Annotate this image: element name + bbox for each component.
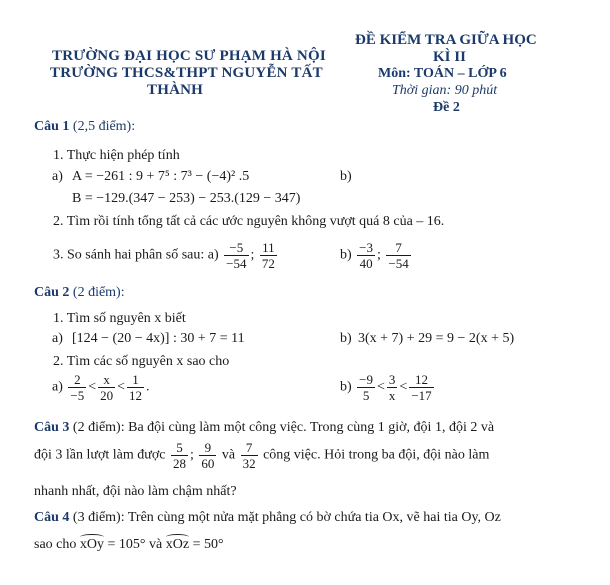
numerator: 7 [386, 240, 410, 256]
q2-b-label: b) [340, 331, 352, 346]
q1-a-expr: A = −261 : 9 + 7⁵ : 7³ − (−4)² .5 [72, 169, 250, 184]
q2-b-expr: 3(x + 7) + 29 = 9 − 2(x + 5) [358, 331, 515, 346]
fraction [199, 440, 216, 471]
q1-item3 [53, 240, 279, 271]
conjunction: và [221, 447, 236, 463]
q2-heading [34, 285, 125, 301]
angle-xoz-value: = 50° [189, 537, 224, 552]
denominator: 40 [359, 256, 373, 271]
numerator: 11 [260, 240, 277, 256]
fraction [98, 372, 115, 403]
fraction [357, 372, 375, 403]
numerator: −3 [359, 240, 374, 255]
q4-title: Câu 4 [34, 510, 70, 525]
q3-text2b: công việc. Hỏi trong ba đội, đội nào làm [263, 447, 490, 463]
denominator: 72 [261, 256, 275, 271]
q1-item2: 2. Tìm rồi tính tổng tất cả các ước nguyên không vượt quá 8 của – 16. [53, 214, 445, 229]
q3-text1: (2 điểm): Ba đội cùng làm một công việc. Trong cùng 1 giờ, đội 1, đội 2 và [72, 420, 495, 435]
denominator: 12 [129, 388, 143, 403]
school-name-line1: TRƯỜNG ĐẠI HỌC SƯ PHẠM HÀ NỘI [52, 48, 326, 64]
exam-subject: Môn: TOÁN – LỚP 6 [378, 66, 507, 81]
q3-text3: nhanh nhất, đội nào làm chậm nhất? [34, 484, 237, 499]
q1-item1: 1. Thực hiện phép tính [53, 148, 180, 163]
q2-item1: 1. Tìm số nguyên x biết [53, 311, 186, 326]
denominator: 60 [201, 456, 215, 471]
numerator: 12 [409, 372, 433, 388]
exam-title-line2: KÌ II [433, 49, 466, 65]
separator: ; [250, 247, 255, 263]
numerator: 3 [388, 372, 396, 387]
exam-time: Thời gian: 90 phút [392, 83, 498, 98]
angle-xoy-value: = 105° [104, 537, 146, 552]
denominator: x [388, 388, 396, 403]
numerator: −5 [224, 240, 248, 256]
q3-line1 [34, 420, 494, 436]
numerator: −9 [359, 372, 374, 387]
fraction [68, 372, 86, 403]
q2-item2: 2. Tìm các số nguyên x sao cho [53, 354, 230, 369]
fraction [386, 240, 410, 271]
q1-heading [34, 119, 135, 135]
q1-item3-b [340, 240, 413, 271]
numerator: 2 [68, 372, 86, 388]
conjunction: và [149, 537, 163, 552]
period: . [146, 379, 150, 395]
angle-xoy: xOy [80, 534, 104, 553]
fraction [241, 440, 258, 471]
fraction [224, 240, 248, 271]
q2-a-expr: [124 − (20 − 4x)] : 30 + 7 = 11 [72, 331, 245, 346]
denominator: 20 [100, 388, 114, 403]
fraction [171, 440, 188, 471]
q1-b-label: b) [340, 169, 352, 184]
q4-text1: (3 điểm): Trên cùng một nửa mặt phẳng có bờ chứa tia Ox, vẽ hai tia Oy, Oz [72, 510, 501, 525]
denominator: −54 [388, 256, 409, 271]
denominator: −17 [411, 388, 432, 403]
fraction [409, 372, 433, 403]
q4-line1 [34, 510, 501, 526]
q4-text2a: sao cho [34, 537, 77, 552]
denominator: 28 [172, 456, 186, 471]
q4-line2 [34, 534, 224, 553]
denominator: −5 [70, 388, 85, 403]
q1-a-label: a) [52, 169, 63, 184]
q3-line2 [34, 440, 489, 471]
less-than: < [88, 379, 97, 395]
less-than: < [399, 379, 408, 395]
less-than: < [377, 379, 385, 395]
angle-xoz: xOz [166, 534, 189, 553]
less-than: < [117, 379, 126, 395]
school-name-line2: TRƯỜNG THCS&THPT NGUYỄN TẤT [50, 65, 323, 81]
separator: ; [377, 247, 381, 263]
fraction [387, 372, 398, 403]
fraction [260, 240, 277, 271]
denominator: 5 [362, 388, 370, 403]
numerator: 5 [171, 440, 188, 456]
numerator: 9 [199, 440, 216, 456]
numerator: 7 [241, 440, 258, 456]
q3-title: Câu 3 [34, 420, 70, 435]
q1-title: Câu 1 [34, 119, 70, 134]
q3-text2a: đội 3 lần lượt làm được [34, 447, 166, 463]
q2-item2-a [52, 372, 150, 403]
fraction [127, 372, 144, 403]
exam-code: Đề 2 [433, 100, 460, 115]
q2-item2-b [340, 372, 436, 403]
exam-title-line1: ĐỀ KIỂM TRA GIỮA HỌC [355, 32, 537, 48]
q2-a-label: a) [52, 331, 63, 346]
q2-title: Câu 2 [34, 285, 70, 300]
separator: ; [189, 447, 194, 463]
q2-item2-a-label: a) [52, 379, 63, 395]
numerator: 1 [127, 372, 144, 388]
denominator: 32 [242, 456, 256, 471]
numerator: x [98, 372, 115, 388]
denominator: −54 [226, 256, 247, 271]
fraction [357, 240, 375, 271]
q1-item3-b-label: b) [340, 247, 352, 263]
q2-item2-b-label: b) [340, 379, 352, 395]
q2-points: (2 điểm): [72, 285, 125, 300]
school-name-line3: THÀNH [147, 82, 204, 98]
q1-points: (2,5 điểm): [72, 119, 136, 134]
q1-item3-text: 3. So sánh hai phân số sau: a) [53, 247, 219, 263]
q1-b-expr: B = −129.(347 − 253) − 253.(129 − 347) [72, 191, 301, 206]
